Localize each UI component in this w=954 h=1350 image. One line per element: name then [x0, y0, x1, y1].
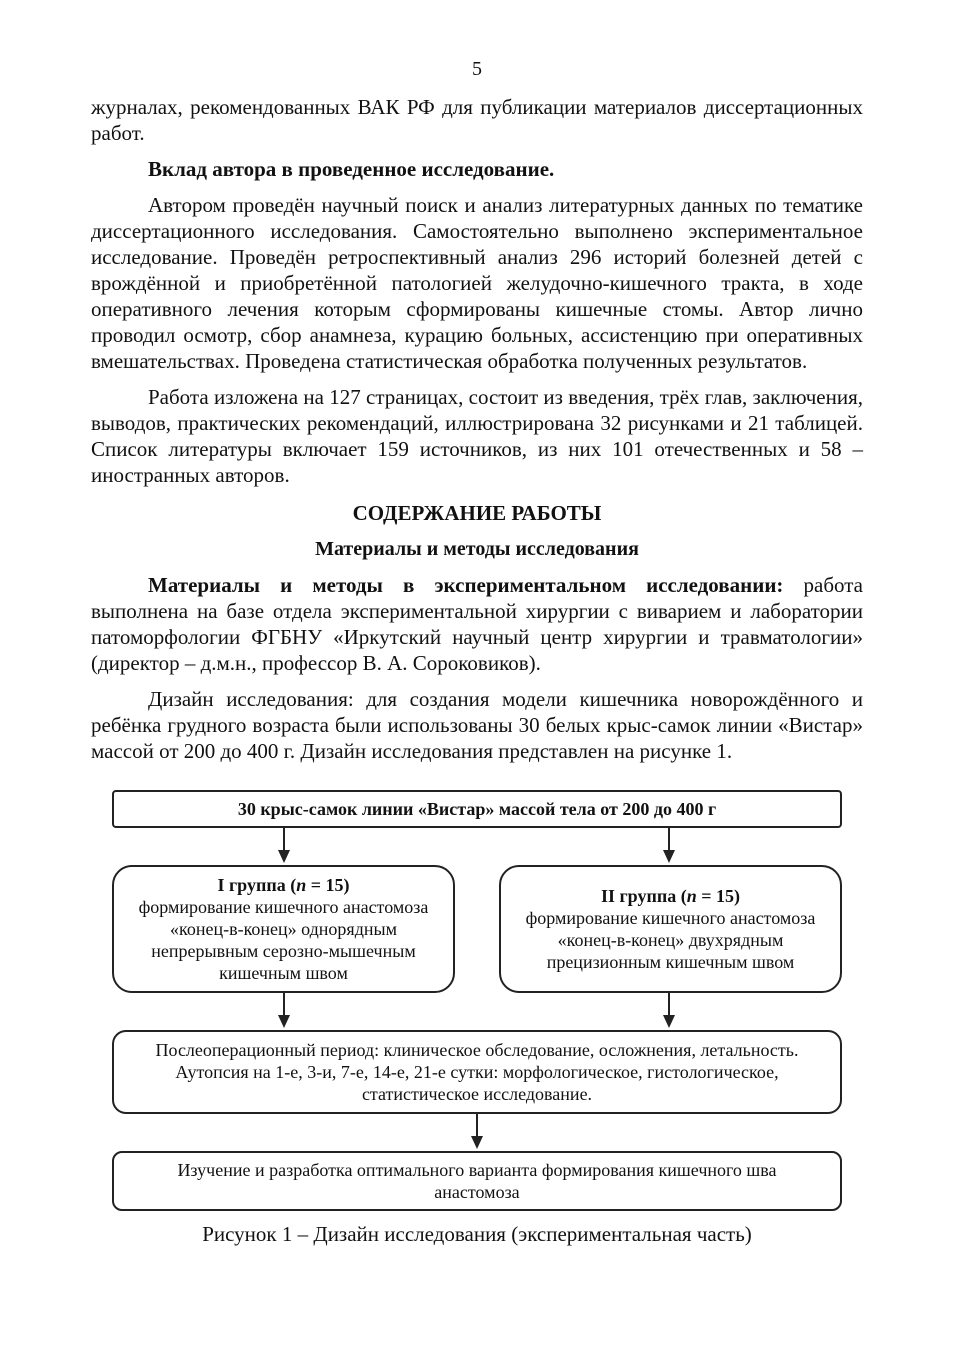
- paragraph-thesis-structure: Работа изложена на 127 страницах, состоит из введения, трёх глав, заключения, выводов, практических рекомендаций, иллюстрирована 32 рисунками и 21 таблицей. Список литературы включает 159 источников, из них 101 отечественных и 58 – иностранных авторов.: [91, 385, 863, 487]
- group1-line2: «конец-в-конец» однорядным: [170, 919, 397, 939]
- arrowhead-left-2: [278, 1015, 290, 1028]
- body-text: [91, 94, 863, 764]
- group2-line3: прецизионным кишечным швом: [546, 952, 795, 972]
- heading-materials-methods: Материалы и методы исследования: [315, 538, 639, 560]
- group2-line1: формирование кишечного анастомоза: [525, 908, 816, 928]
- experimental-methods-lead: Материалы и методы в экспериментальном исследовании:: [148, 573, 784, 597]
- paragraph-study-design: Дизайн исследования: для создания модели кишечника новорождённого и ребёнка грудного возраста были использованы 30 белых крыс-самок линии «Вистар» массой от 200 до 400 г. Дизайн исследования представлен на рисунке 1.: [91, 687, 863, 763]
- paragraph-author-contribution: Автором проведён научный поиск и анализ литературных данных по тематике диссертационного исследования. Самостоятельно выполнено экспериментальное исследование. Проведён ретроспективный анализ 296 историй болезней детей с врождённой и приобретённой патологией желудочно-кишечного тракта, в ходе оперативного лечения которым сформированы кишечные стомы. Автор лично проводил осмотр, сбор анамнеза, курацию больных, ассистенцию при оперативных вмешательствах. Проведена статистическая обработка полученных результатов.: [91, 193, 863, 373]
- arrow-line-right-1: [668, 828, 670, 852]
- arrow-line-center: [476, 1114, 478, 1138]
- group1-line4: кишечным швом: [219, 963, 348, 983]
- page-number: 5: [472, 58, 482, 80]
- group1-line1: формирование кишечного анастомоза: [138, 897, 429, 917]
- postop-line2: Аутопсия на 1-е, 3-и, 7-е, 14-е, 21-е сутки: морфологическое, гистологическое,: [175, 1062, 779, 1082]
- diagram-top-box: [112, 790, 842, 828]
- top-box-text: 30 крыс-самок линии «Вистар» массой тела от 200 до 400 г: [237, 799, 717, 819]
- group2-title: II группа (n = 15): [601, 886, 740, 906]
- arrow-line-left-2: [283, 993, 285, 1017]
- heading-author-contribution: Вклад автора в проведенное исследование.: [148, 157, 555, 181]
- experimental-methods-text: работа выполнена на базе отдела экспериментальной хирургии с виварием и лаборатории патоморфологии ФГБНУ «Иркутский научный центр хирургии и травматологии» (директор – д.м.н., профессор В. А. Сороковиков).: [91, 573, 864, 675]
- paragraph-continuation: журналах, рекомендованных ВАК РФ для публикации материалов диссертационных работ.: [91, 95, 863, 145]
- group2-line2: «конец-в-конец» двухрядным: [557, 930, 784, 950]
- arrow-line-right-2: [668, 993, 670, 1017]
- final-line1: Изучение и разработка оптимального варианта формирования кишечного шва: [177, 1160, 777, 1180]
- arrow-line-left-1: [283, 828, 285, 852]
- group1-line3: непрерывным серозно-мышечным: [151, 941, 416, 961]
- heading-work-content: СОДЕРЖАНИЕ РАБОТЫ: [352, 501, 602, 525]
- group1-title: I группа (n = 15): [217, 875, 350, 895]
- postop-line1: Послеоперационный период: клиническое обследование, осложнения, летальность.: [155, 1040, 799, 1060]
- diagram-group2-box: [499, 865, 842, 993]
- diagram-final-box: [112, 1151, 842, 1211]
- arrowhead-right-2: [663, 1015, 675, 1028]
- final-line2: анастомоза: [434, 1182, 520, 1202]
- arrowhead-left-1: [278, 850, 290, 863]
- arrowhead-center: [471, 1136, 483, 1149]
- arrowhead-right-1: [663, 850, 675, 863]
- figure-caption: Рисунок 1 – Дизайн исследования (экспериментальная часть): [202, 1222, 752, 1246]
- diagram-group1-box: [112, 865, 455, 993]
- postop-line3: статистическое исследование.: [361, 1084, 593, 1104]
- diagram-postop-box: [112, 1030, 842, 1114]
- paragraph-experimental-methods: [91, 572, 863, 676]
